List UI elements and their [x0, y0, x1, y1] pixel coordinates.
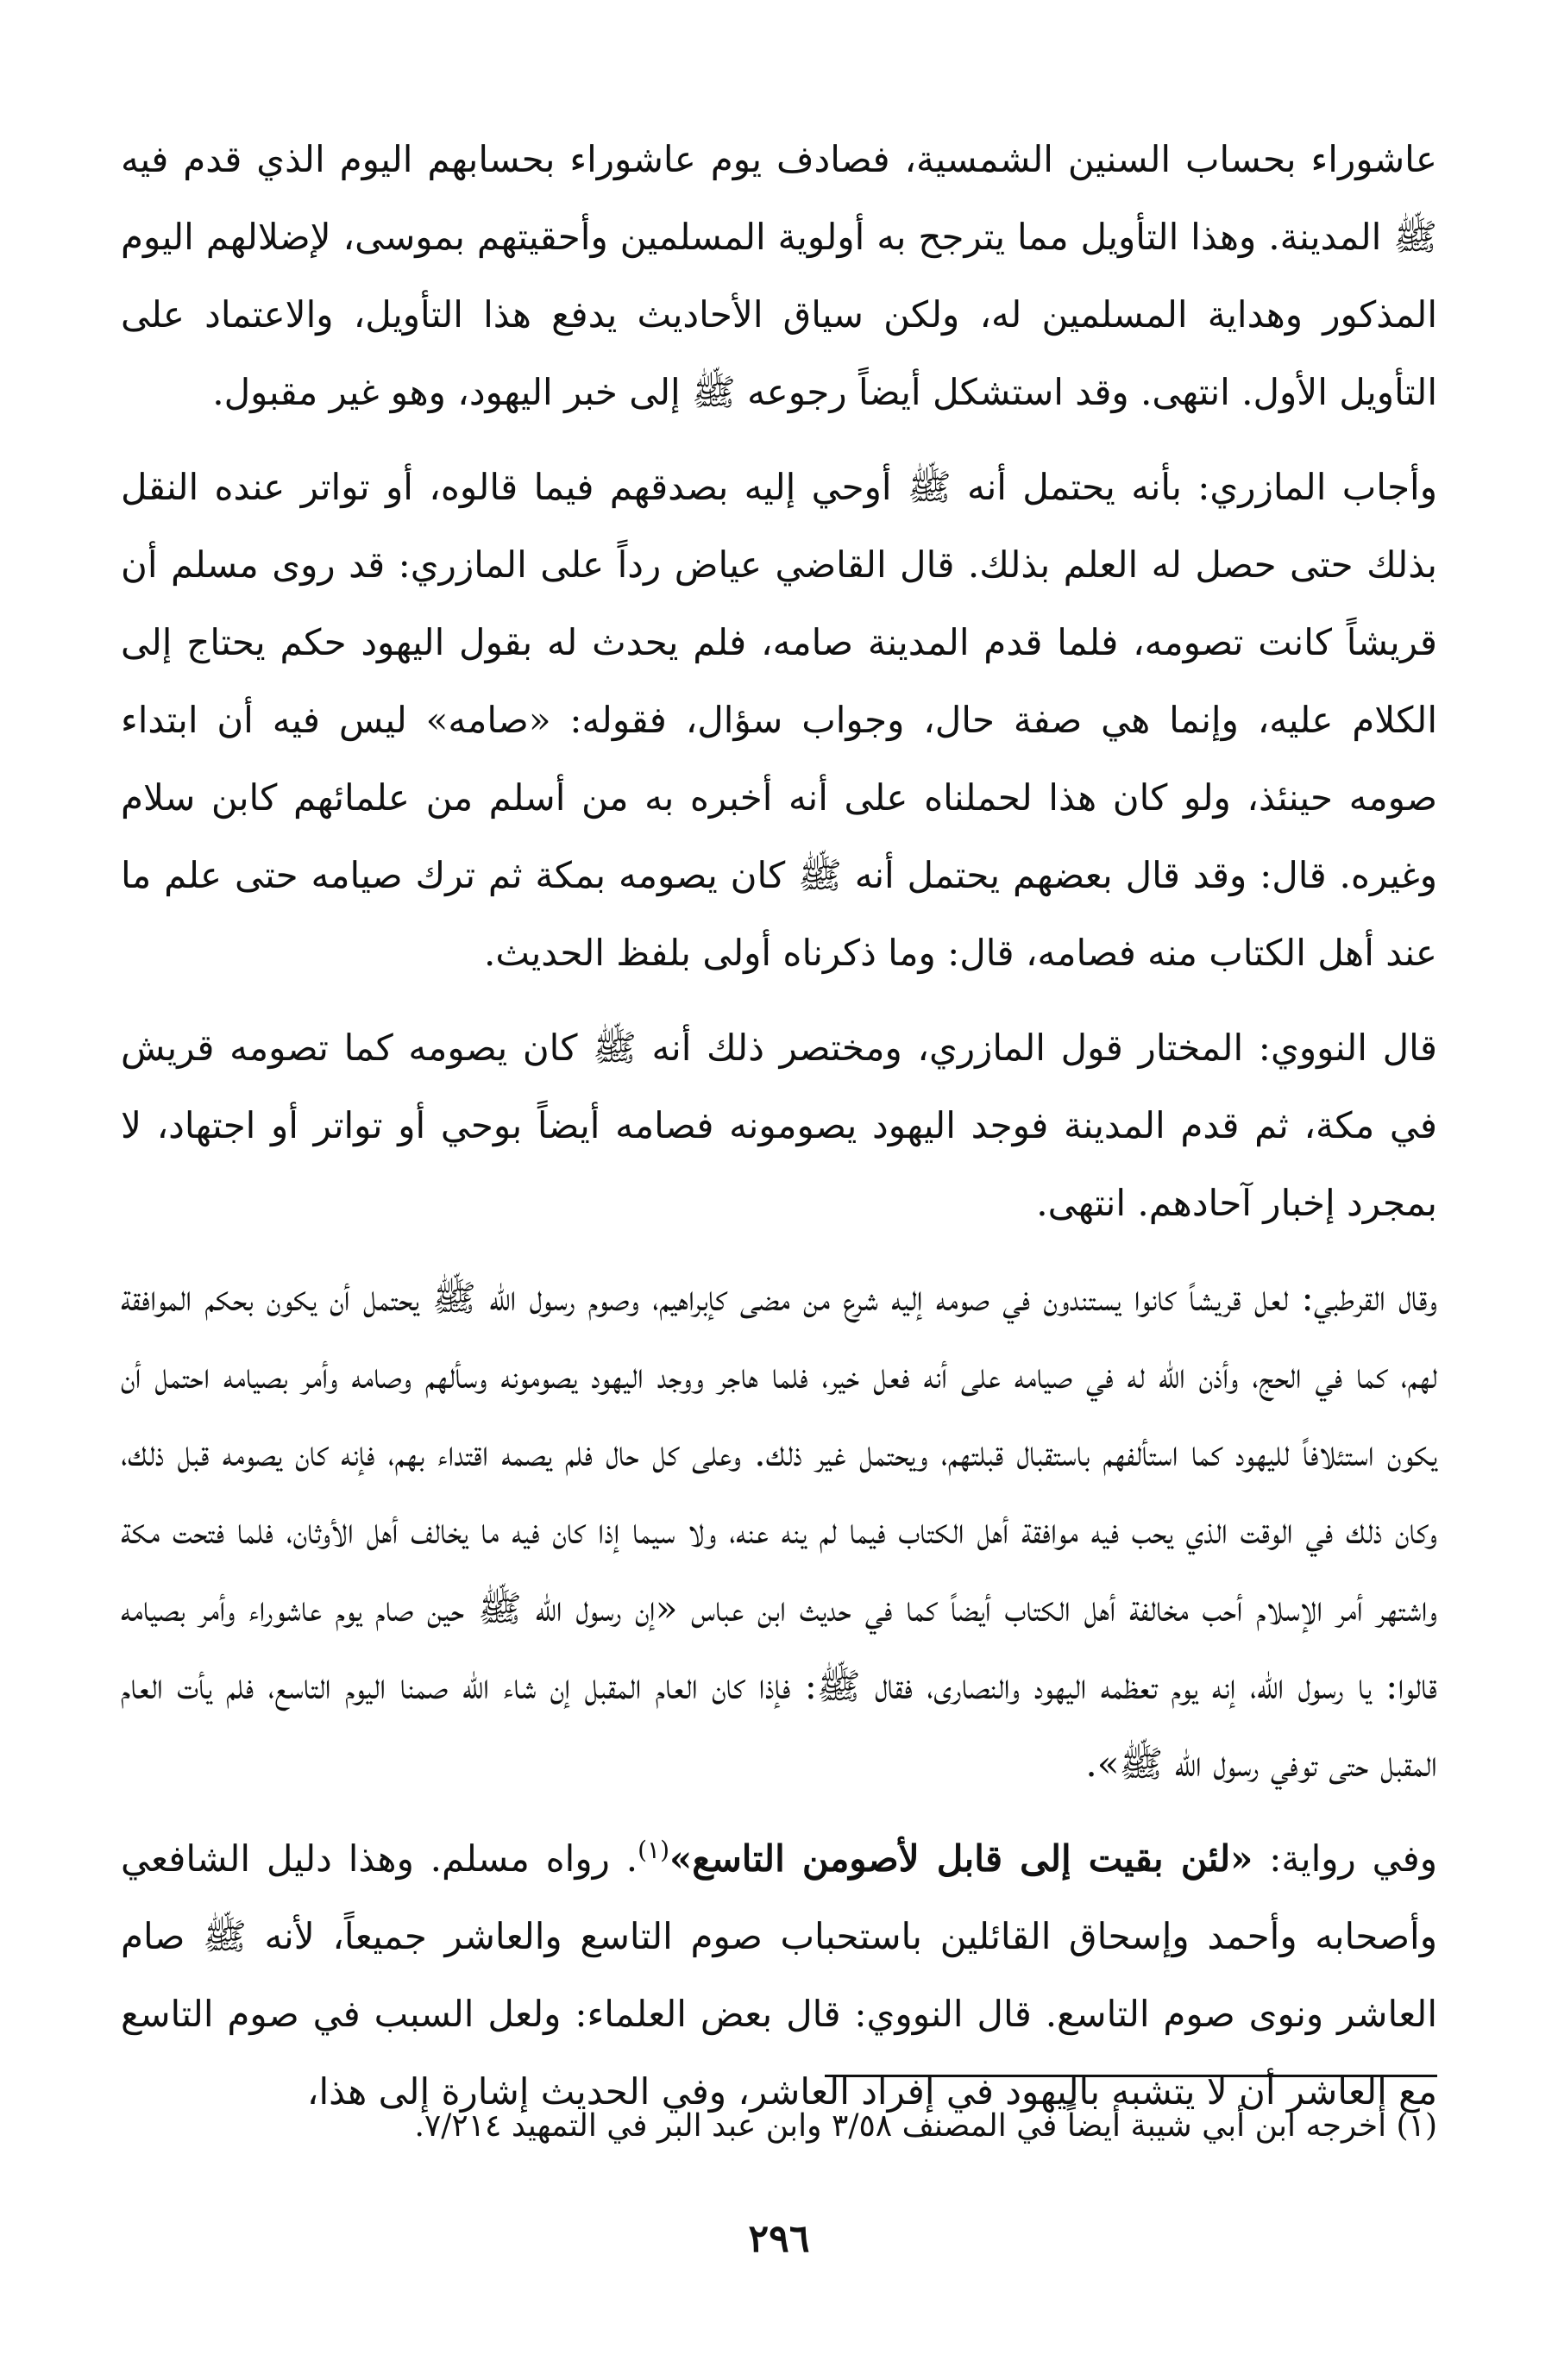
hadith-quote: «لئن بقيت إلى قابل لأصومن التاسع» — [669, 1837, 1253, 1880]
footnote-reference: (١) — [638, 1836, 670, 1864]
body-text — [121, 121, 1437, 2148]
paragraph-1: عاشوراء بحساب السنين الشمسية، فصادف يوم عاشوراء بحسابهم اليوم الذي قدم فيه ﷺ المدينة. وهذا التأويل مما يترجح به أولوية المسلمين وأحقيتهم بموسى، لإضلالهم اليوم المذكور وهداية المسلمين له، ولكن سياق الأحاديث يدفع هذا التأويل، والاعتماد على التأويل الأول. انتهى. وقد استشكل أيضاً رجوعه ﷺ إلى خبر اليهود، وهو غير مقبول. — [121, 138, 1437, 413]
paragraph-5-prefix: وفي رواية: — [1253, 1837, 1437, 1880]
paragraph-4: وقال القرطبي: لعل قريشاً كانوا يستندون في صومه إليه شرع من مضى كإبراهيم، وصوم رسول الله ﷺ يحتمل أن يكون بحكم الموافقة لهم، كما في الحج، وأذن الله له في صيامه على أنه فعل خير، فلما هاجر ووجد اليهود يصومونه وسألهم وصامه وأمر بصيامه احتمل أن يكون استئلافاً لليهود كما استألفهم باستقبال قبلتهم، ويحتمل غير ذلك. وعلى كل حال فلم يصمه اقتداء بهم، فإنه كان يصومه قبل ذلك، وكان ذلك في الوقت الذي يحب فيه موافقة أهل الكتاب فيما لم ينه عنه، ولا سيما إذا كان فيه ما يخالف أهل الأوثان، فلما فتحت مكة واشتهر أمر الإسلام أحب مخالفة أهل الكتاب أيضاً كما في حديث ابن عباس «إن رسول الله ﷺ حين صام يوم عاشوراء وأمر بصيامه قالوا: يا رسول الله، إنه يوم تعظمه اليهود والنصارى، فقال ﷺ: فإذا كان العام المقبل إن شاء الله صمنا اليوم التاسع، فلم يأت العام المقبل حتى توفي رسول الله ﷺ». — [121, 1277, 1437, 1785]
paragraph-3: قال النووي: المختار قول المازري، ومختصر ذلك أنه ﷺ كان يصومه كما تصومه قريش في مكة، ثم قدم المدينة فوجد اليهود يصومونه فصامه أيضاً بوحي أو تواتر أو اجتهاد، لا بمجرد إخبار آحادهم. انتهى. — [121, 1027, 1437, 1224]
paragraph-2: وأجاب المازري: بأنه يحتمل أنه ﷺ أوحي إليه بصدقهم فيما قالوه، أو تواتر عنده النقل بذلك حتى حصل له العلم بذلك. قال القاضي عياض رداً على المازري: قد روى مسلم أن قريشاً كانت تصومه، فلما قدم المدينة صامه، فلم يحدث له بقول اليهود حكم يحتاج إلى الكلام عليه، وإنما هي صفة حال، وجواب سؤال، فقوله: «صامه» ليس فيه أن ابتداء صومه حينئذ، ولو كان هذا لحملناه على أنه أخبره به من أسلم من علمائهم كابن سلام وغيره. قال: وقد قال بعضهم يحتمل أنه ﷺ كان يصومه بمكة ثم ترك صيامه حتى علم ما عند أهل الكتاب منه فصامه، قال: وما ذكرناه أولى بلفظ الحديث. — [121, 466, 1437, 974]
page-number: ٢٩٦ — [748, 2217, 810, 2261]
footnote: (١) أخرجه ابن أبي شيبة أيضاً في المصنف ٣/٥٨ وابن عبد البر في التمهيد ٧/٢١٤. — [414, 2108, 1437, 2144]
footnote-divider — [825, 2075, 1437, 2077]
paragraph-5-rest: . رواه مسلم. وهذا دليل الشافعي وأصحابه وأحمد وإسحاق القائلين باستحباب صوم التاسع والعاشر جميعاً، لأنه ﷺ صام العاشر ونوى صوم التاسع. قال النووي: قال بعض العلماء: ولعل السبب في صوم التاسع مع العاشر أن لا يتشبه باليهود في إفراد العاشر، وفي الحديث إشارة إلى هذا، — [121, 1837, 1437, 2113]
paragraph-5 — [121, 1820, 1437, 2131]
